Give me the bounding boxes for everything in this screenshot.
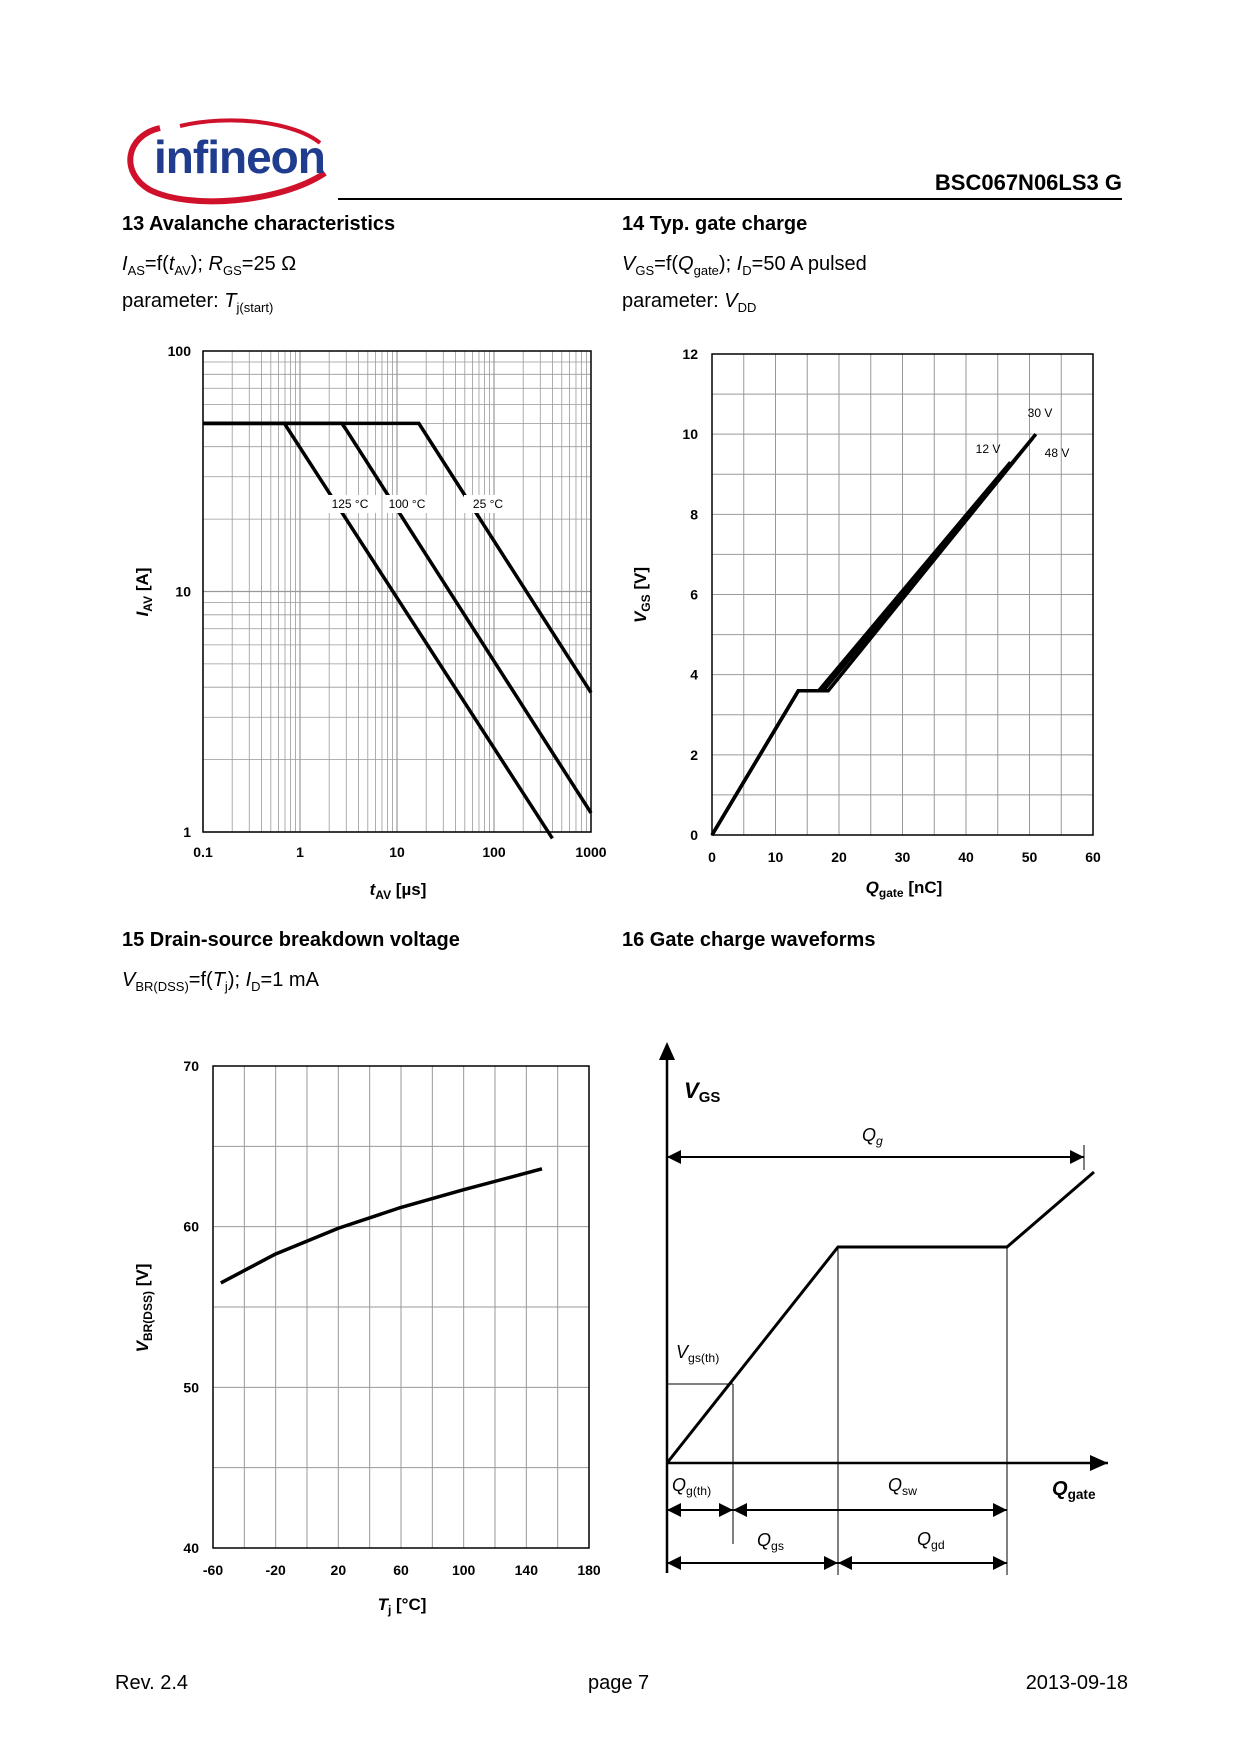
x-axis-label: $Q_{gate}$ [nC]: [865, 878, 943, 900]
section-13-function: $I_{AS}=f(t_{AV})$; $R_{GS}=25$ Ω: [122, 253, 297, 278]
logo-text: infineon: [154, 131, 325, 183]
vgsth-label: $V_{gs(th)}$: [676, 1342, 720, 1365]
qgs-arrow-head-right: [824, 1556, 838, 1570]
y-tick-label: 8: [690, 506, 698, 523]
qg-arrow-head-right: [1070, 1150, 1084, 1164]
footer-date: 2013-09-18: [1025, 1672, 1128, 1694]
x-tick-label: -20: [265, 1562, 286, 1578]
y-axis-arrow-icon: [659, 1042, 675, 1060]
qsw-arrow-head-left: [733, 1503, 747, 1517]
gate-charge-chart: [631, 346, 1101, 900]
x-tick-label: 20: [831, 849, 847, 865]
y-axis-label: $I_{AV}$ [A]: [133, 567, 155, 617]
series-label: 12 V: [975, 442, 1001, 456]
qg-arrow-head-left: [667, 1150, 681, 1164]
qsw-label: $Q_{sw}$: [888, 1475, 917, 1498]
y-tick-label: 10: [682, 426, 698, 443]
section-13-title: 13 Avalanche characteristics: [122, 213, 396, 235]
x-tick-label: 140: [514, 1562, 539, 1578]
y-tick-label: 50: [183, 1379, 199, 1396]
qgs-label: $Q_{gs}$: [757, 1530, 784, 1553]
qgd-label: $Q_{gd}$: [917, 1529, 945, 1552]
x-tick-label: -60: [202, 1562, 224, 1578]
waveform-line: [667, 1172, 1094, 1463]
y-tick-label: 60: [183, 1218, 199, 1235]
x-tick-label: 60: [1085, 849, 1101, 865]
x-tick-label: 10: [767, 849, 784, 865]
x-axis-label: $T_j$ [°C]: [377, 1595, 427, 1617]
x-tick-label: 100: [482, 844, 506, 860]
qgate-label: $Q_{gate}$: [1052, 1478, 1096, 1502]
x-tick-label: 0.1: [193, 844, 213, 860]
x-tick-label: 40: [958, 849, 974, 865]
series-label: 125 °C: [331, 497, 369, 511]
x-tick-label: 1000: [575, 844, 607, 860]
qgth-arrow-head-left: [667, 1503, 681, 1517]
y-axis-label: $V_{BR(DSS)}$ [V]: [133, 1263, 155, 1353]
gate-charge-waveform-diagram: [659, 1042, 1108, 1575]
y-tick-label: 70: [183, 1058, 199, 1074]
section-14-function: $V_{GS}=f(Q_{gate})$; $I_D=50$ A pulsed: [622, 253, 867, 278]
section-14-title: 14 Typ. gate charge: [622, 213, 808, 235]
x-tick-label: 60: [393, 1562, 409, 1578]
section-14-parameter: parameter: $V_{DD}$: [622, 290, 757, 315]
y-tick-label: 6: [690, 586, 698, 603]
series-label: 100 °C: [388, 497, 426, 511]
series-label: 48 V: [1044, 446, 1070, 460]
section-13-parameter: parameter: $T_{j(start)}$: [122, 290, 274, 315]
vgs-label: VGS: [684, 1078, 721, 1106]
breakdown-voltage-chart: [133, 1058, 601, 1617]
y-tick-label: 40: [183, 1540, 199, 1556]
y-tick-label: 4: [690, 666, 698, 683]
qgth-arrow-head-right: [719, 1503, 733, 1517]
y-tick-label: 10: [175, 583, 191, 600]
x-tick-label: 100: [451, 1562, 476, 1578]
y-tick-label: 0: [690, 827, 698, 843]
series-line: [221, 1169, 542, 1283]
series-line: [203, 423, 552, 838]
x-tick-label: 1: [296, 844, 304, 860]
qgs-arrow-head-left: [667, 1556, 681, 1570]
series-label: 25 °C: [472, 497, 504, 511]
x-tick-label: 50: [1021, 849, 1038, 865]
avalanche-chart: [133, 343, 607, 902]
y-tick-label: 100: [167, 343, 191, 359]
footer-revision: Rev. 2.4: [115, 1672, 188, 1694]
y-tick-label: 12: [682, 346, 698, 362]
x-tick-label: 30: [894, 849, 911, 865]
series-line: [712, 438, 1033, 835]
section-15-function: $V_{BR(DSS)}=f(T_j)$; $I_D=1$ mA: [122, 969, 319, 994]
x-tick-label: 10: [389, 844, 405, 860]
qsw-arrow-head-right: [993, 1503, 1007, 1517]
qgd-arrow-head-right: [993, 1556, 1007, 1570]
x-tick-label: 180: [577, 1562, 601, 1578]
x-axis-label: $t_{AV}$ [µs]: [369, 880, 427, 902]
x-axis-arrow-icon: [1090, 1455, 1108, 1471]
y-axis-label: $V_{GS}$ [V]: [631, 566, 653, 624]
part-number: BSC067N06LS3 G: [934, 170, 1122, 195]
section-16-title: 16 Gate charge waveforms: [622, 929, 876, 951]
x-tick-label: 0: [708, 849, 716, 865]
qgth-label: $Q_{g(th)}$: [672, 1475, 712, 1498]
series-label: 30 V: [1027, 406, 1053, 420]
y-tick-label: 2: [690, 746, 698, 763]
x-tick-label: 20: [330, 1562, 347, 1578]
section-15-title: 15 Drain-source breakdown voltage: [122, 929, 460, 951]
y-tick-label: 1: [183, 824, 191, 840]
footer-page: page 7: [588, 1672, 650, 1694]
qg-label: $Q_g$: [862, 1125, 883, 1148]
qgd-arrow-head-left: [838, 1556, 852, 1570]
